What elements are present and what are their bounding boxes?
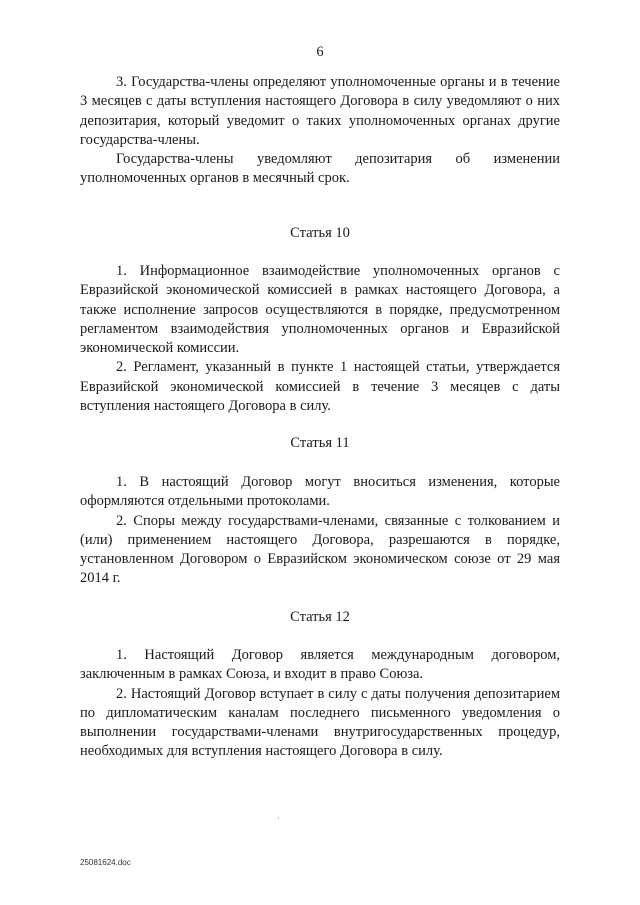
scan-speck: · [277,813,280,823]
article-12-heading: Статья 12 [290,609,350,625]
article-12-paragraph-2: 2. Настоящий Договор вступает в силу с даты получения депозитарием по дипломатическим каналам последнего письменного уведомления о выполнении государствами-членами внутригосударственных процедур, необходимых для вступления настоящего Договора в силу. [80,685,560,760]
article-12-body [80,646,560,762]
article-11-body [80,473,560,589]
page-number: 6 [316,44,324,60]
paragraph-3: 3. Государства-члены определяют уполномоченные органы и в течение 3 месяцев с даты вступления настоящего Договора в силу уведомляют о них депозитария, который уведомит о таких уполномоченных органах другие государства-члены. [80,74,560,148]
article-10-body [80,262,560,416]
article-12-paragraph-1: 1. Настоящий Договор является международным договором, заключенным в рамках Союза, и входит в право Союза. [80,647,560,683]
article-10-heading: Статья 10 [290,225,350,241]
article-11-paragraph-1: 1. В настоящий Договор могут вноситься изменения, которые оформляются отдельными протоколами. [80,474,560,510]
article-11-paragraph-2: 2. Споры между государствами-членами, связанные с толкованием и (или) применением настоящего Договора, разрешаются в порядке, установленном Договором о Евразийском экономическом союзе от 29 мая 2014 г. [80,512,560,587]
intro-section [80,73,560,189]
paragraph-notification-changes: Государства-члены уведомляют депозитария об изменении уполномоченных органов в месячный срок. [80,151,560,187]
article-10-paragraph-2: 2. Регламент, указанный в пункте 1 настоящей статьи, утверждается Евразийской экономической комиссией в течение 3 месяцев с даты вступления настоящего Договора в силу. [80,359,560,415]
article-11-heading: Статья 11 [290,435,350,451]
article-10-paragraph-1: 1. Информационное взаимодействие уполномоченных органов с Евразийской экономической комиссией в рамках настоящего Договора, а также исполнение запросов осуществляются в порядке, предусмотренном регламентом взаимодействия уполномоченных органов и Евразийской экономической комиссии. [80,263,560,357]
footer-doc-code: 25081624.doc [80,858,131,867]
